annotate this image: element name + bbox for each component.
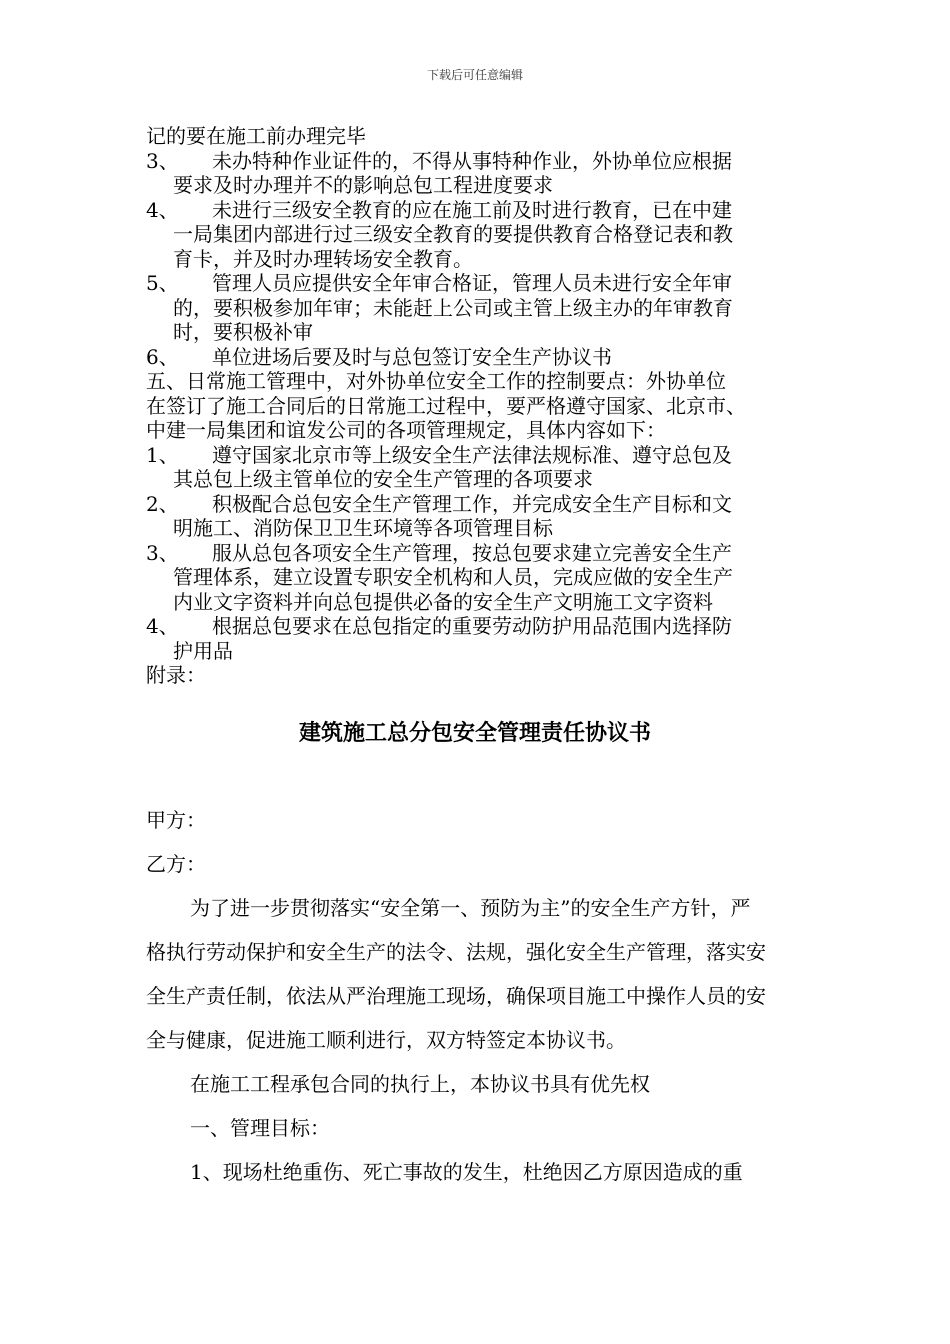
list-item: [146, 271, 816, 345]
list-item: [146, 198, 816, 272]
item-text: 时，要积极补审: [173, 320, 313, 344]
item-text: 的，要积极参加年审；未能赶上公司或主管上级主办的年审教育: [173, 295, 733, 320]
item-number: 1、: [146, 442, 179, 467]
list-item: [146, 541, 816, 615]
item-text: 管理体系，建立设置专职安全机构和人员，完成应做的安全生产: [173, 565, 733, 589]
section5-line: 在签订了施工合同后的日常施工过程中，要严格遵守国家、北京市、: [146, 393, 746, 418]
item-text: 其总包上级主管单位的安全生产管理的各项要求: [173, 467, 593, 491]
header-note: 下载后可任意编辑: [426, 68, 523, 82]
item-text: 内业文字资料并向总包提供必备的安全生产文明施工文字资料: [173, 589, 713, 614]
item-number: 4、: [146, 614, 179, 638]
continuation-line: 记的要在施工前办理完毕: [146, 124, 366, 148]
requirements-block: [146, 124, 816, 688]
list-item: [146, 614, 816, 663]
item-number: 6、: [146, 344, 179, 369]
intro-line: 全与健康，促进施工顺利进行，双方特签定本协议书。: [146, 1028, 626, 1052]
item-text: 服从总包各项安全生产管理，按总包要求建立完善安全生产: [212, 540, 732, 565]
list-item: [146, 345, 816, 370]
item-text: 遵守国家北京市等上级安全生产法律法规标准、遵守总包及: [212, 442, 732, 467]
section5-line: 五、日常施工管理中，对外协单位安全工作的控制要点：外协单位: [146, 369, 726, 393]
section5-line: 中建一局集团和谊发公司的各项管理规定，具体内容如下：: [146, 418, 666, 442]
section-item: 1、现场杜绝重伤、死亡事故的发生，杜绝因乙方原因造成的重: [190, 1160, 743, 1184]
item-number: 3、: [146, 540, 179, 565]
item-text: 管理人员应提供安全年审合格证，管理人员未进行安全年审: [212, 271, 732, 295]
item-text: 一局集团内部进行过三级安全教育的要提供教育合格登记表和教: [173, 222, 733, 246]
item-text: 单位进场后要及时与总包签订安全生产协议书: [212, 344, 612, 369]
item-text: 明施工、消防保卫卫生环境等各项管理目标: [173, 516, 553, 540]
priority-line: 在施工工程承包合同的执行上，本协议书具有优先权: [190, 1072, 650, 1096]
section-heading: 一、管理目标：: [190, 1116, 330, 1140]
intro-line: 格执行劳动保护和安全生产的法令、法规，强化安全生产管理，落实安: [146, 940, 766, 964]
item-text: 积极配合总包安全生产管理工作，并完成安全生产目标和文: [212, 491, 732, 516]
item-text: 未进行三级安全教育的应在施工前及时进行教育，已在中建: [212, 197, 732, 222]
item-text: 根据总包要求在总包指定的重要劳动防护用品范围内选择防: [212, 614, 732, 638]
item-number: 5、: [146, 271, 179, 295]
item-number: 3、: [146, 148, 179, 173]
party-a-label: 甲方：: [146, 808, 206, 832]
item-text: 育卡，并及时办理转场安全教育。: [173, 246, 473, 271]
intro-line: 为了进一步贯彻落实“安全第一、预防为主”的安全生产方针，严: [190, 896, 751, 920]
item-number: 2、: [146, 491, 179, 516]
agreement-title: 建筑施工总分包安全管理责任协议书: [298, 721, 651, 746]
list-item: [146, 149, 816, 198]
item-text: 护用品: [173, 638, 233, 663]
item-text: 未办特种作业证件的，不得从事特种作业，外协单位应根据: [212, 148, 732, 173]
party-b-label: 乙方：: [146, 852, 206, 876]
list-item: [146, 443, 816, 492]
item-text: 要求及时办理并不的影响总包工程进度要求: [173, 173, 553, 197]
intro-line: 全生产责任制，依法从严治理施工现场，确保项目施工中操作人员的安: [146, 984, 766, 1008]
item-number: 4、: [146, 197, 179, 222]
list-item: [146, 492, 816, 541]
appendix-label: 附录：: [146, 663, 206, 687]
agreement-body: [146, 798, 836, 1194]
